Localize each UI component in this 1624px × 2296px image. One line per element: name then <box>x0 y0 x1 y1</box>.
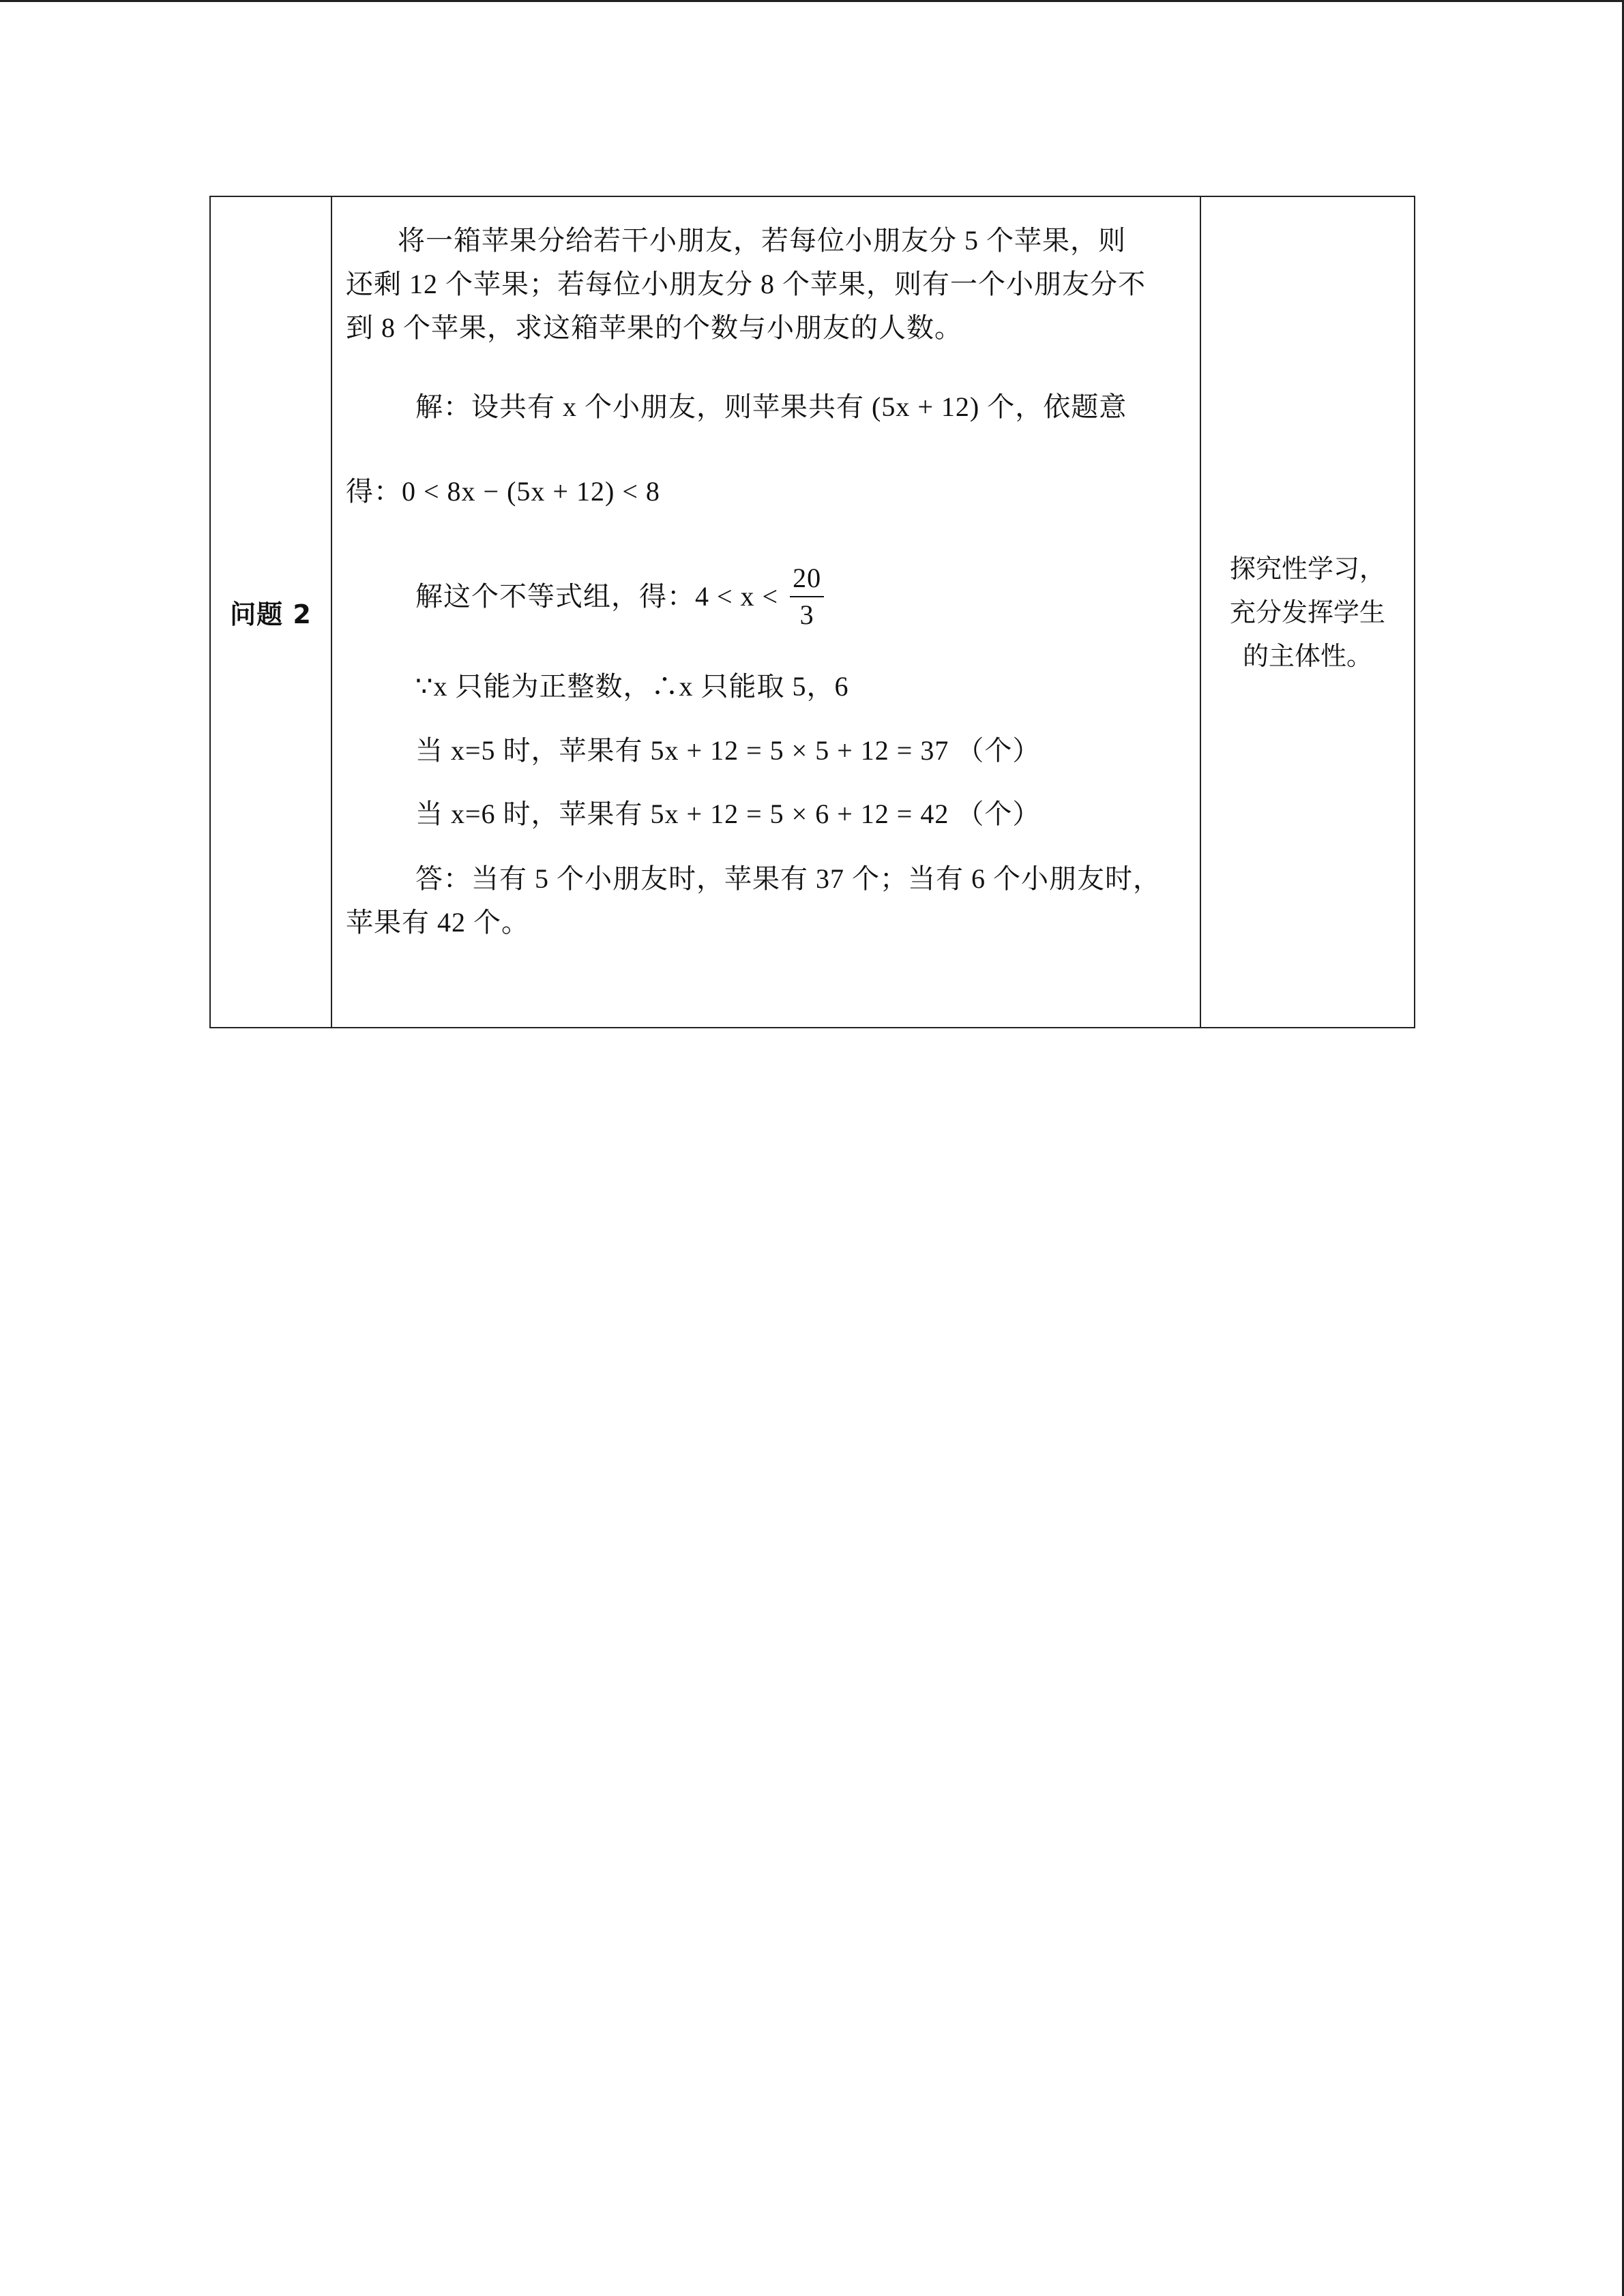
solution-case-2: 当 x=6 时，苹果有 5x + 12 = 5 × 6 + 12 = 42 （个） <box>415 799 1041 829</box>
content-cell <box>331 196 1200 1028</box>
solution-setup: 解：设共有 x 个小朋友，则苹果共有 (5x + 12) 个，依题意 <box>415 391 1127 422</box>
solution-solve <box>415 563 824 631</box>
answer-line-1: 答：当有 5 个小朋友时，苹果有 37 个；当有 6 个小朋友时， <box>415 863 1161 894</box>
lesson-table <box>209 196 1415 1028</box>
solution-case-1: 当 x=5 时，苹果有 5x + 12 = 5 × 5 + 12 = 37 （个） <box>415 735 1041 766</box>
teaching-note: 探究性学习，充分发挥学生的主体性。 <box>1229 553 1385 671</box>
page-top-border <box>0 0 1624 2</box>
problem-and-solution <box>332 197 1200 1027</box>
table-row <box>210 196 1415 1028</box>
solve-text: 解这个不等式组，得：4 < x < <box>415 581 779 612</box>
fraction-numerator: 20 <box>790 565 824 597</box>
solution-integer-condition: ∵x 只能为正整数，∴x 只能取 5，6 <box>415 671 849 702</box>
answer-line-2: 苹果有 42 个。 <box>346 907 529 938</box>
problem-line-1: 将一箱苹果分给若干小朋友，若每位小朋友分 5 个苹果，则 <box>398 225 1126 256</box>
row-label: 问题 2 <box>230 599 312 629</box>
fraction-twenty-thirds <box>790 565 824 629</box>
note-cell <box>1200 196 1415 1028</box>
problem-line-2: 还剩 12 个苹果；若每位小朋友分 8 个苹果，则有一个小朋友分不 <box>346 269 1146 299</box>
problem-line-3: 到 8 个苹果，求这箱苹果的个数与小朋友的人数。 <box>346 312 962 343</box>
label-cell <box>210 196 331 1028</box>
solution-inequality: 得：0 < 8x − (5x + 12) < 8 <box>346 476 660 507</box>
fraction-denominator: 3 <box>799 599 814 630</box>
